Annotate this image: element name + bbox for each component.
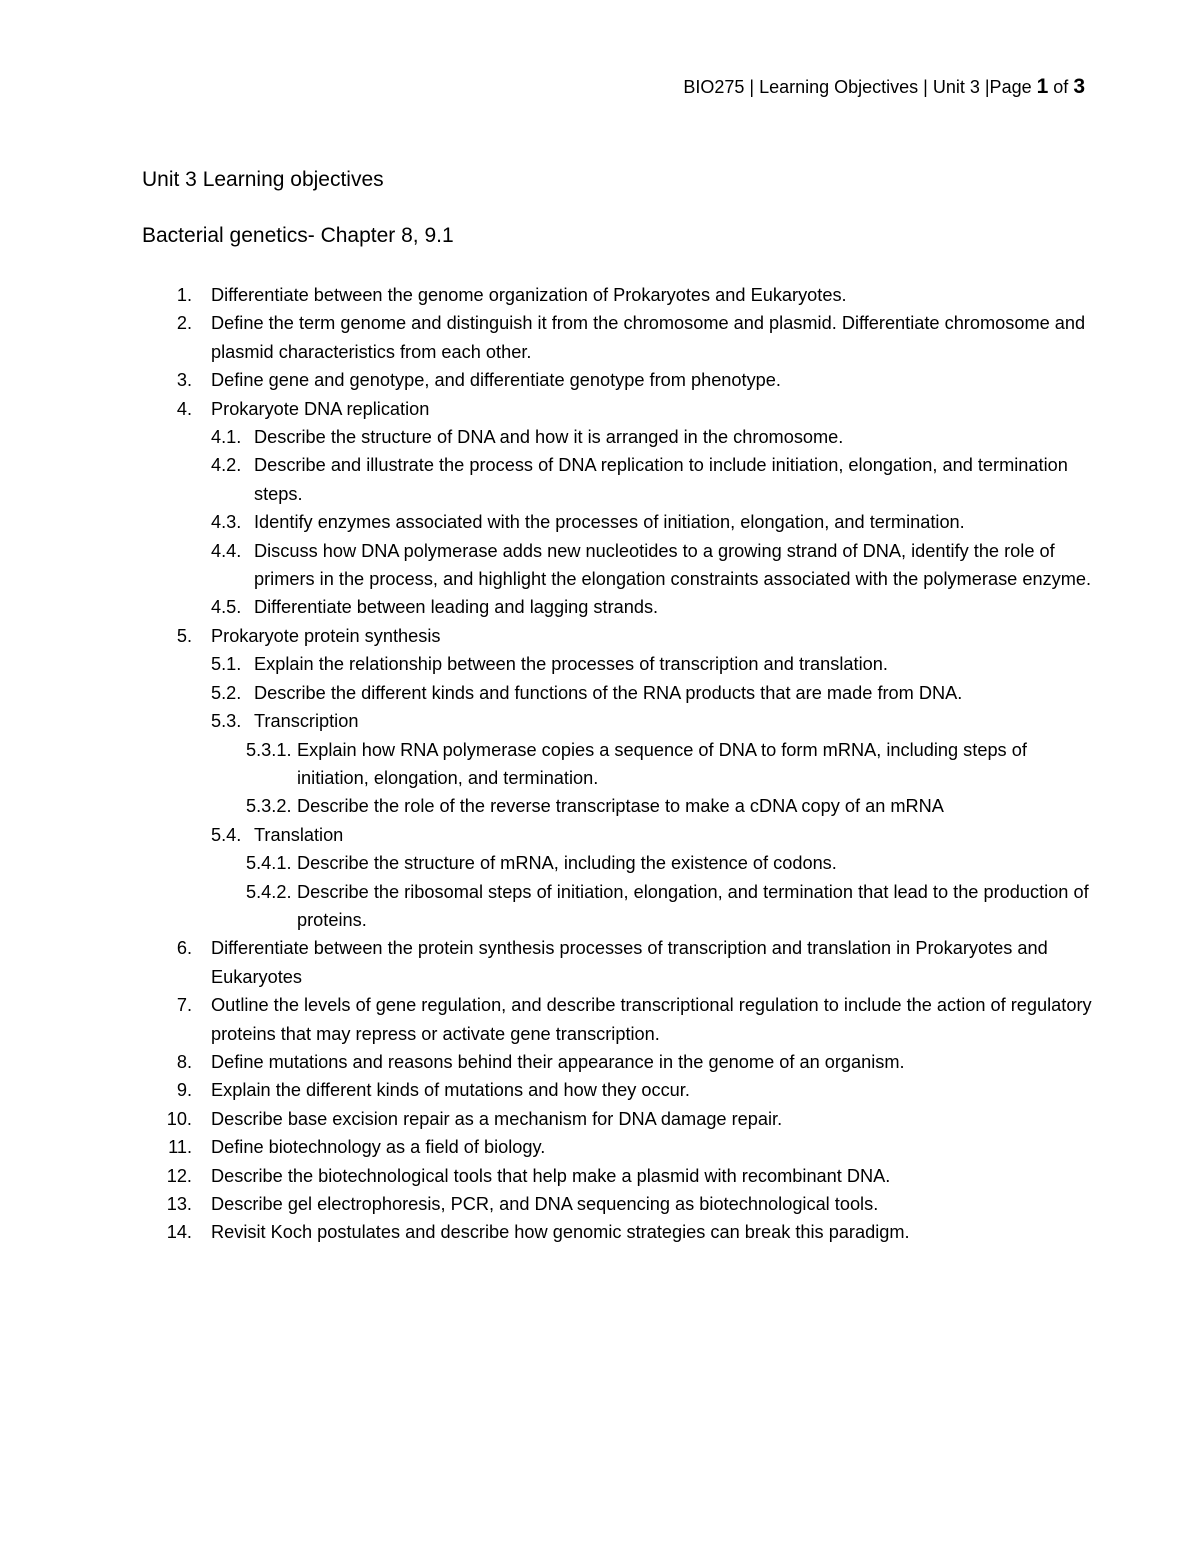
list-item: [142, 593, 1102, 621]
list-item: [142, 679, 1102, 707]
item-number: 8.: [176, 1051, 192, 1072]
item-number: 13.: [166, 1194, 192, 1214]
list-item: [142, 622, 1102, 650]
item-text: Revisit Koch postulates and describe how genomic strategies can break this paradigm.: [211, 1222, 910, 1243]
item-text: Describe the role of the reverse transcriptase to make a cDNA copy of an mRNA: [297, 796, 944, 817]
item-number: 11.: [168, 1137, 192, 1158]
item-text: Describe and illustrate the process of DNA replication to include initiation, elongation, and termination steps.: [254, 455, 1068, 504]
item-number: 14.: [166, 1222, 192, 1243]
item-number: 5.1.: [211, 654, 242, 675]
item-text: Transcription: [254, 711, 359, 732]
list-item: [142, 1133, 1102, 1161]
list-item: [142, 1105, 1102, 1133]
item-number: 5.3.1.: [246, 739, 292, 760]
list-item: [142, 1162, 1102, 1190]
header-text: BIO275 | Learning Objectives | Unit 3 |Page: [683, 77, 1037, 97]
list-item: [142, 1048, 1102, 1076]
page-header: [683, 75, 1085, 99]
list-item: [142, 707, 1102, 735]
objectives-list: [142, 281, 1102, 1247]
item-number: 4.5.: [211, 597, 242, 618]
item-text: Define the term genome and distinguish it from the chromosome and plasmid. Differentiate chromosome and plasmid characteristics from each other.: [211, 313, 1086, 362]
item-number: 4.1.: [211, 427, 242, 448]
list-item: [142, 650, 1102, 678]
item-number: 5.4.2.: [246, 881, 292, 902]
list-item: [142, 991, 1102, 1048]
item-text: Describe base excision repair as a mechanism for DNA damage repair.: [211, 1108, 783, 1129]
item-text: Differentiate between the protein synthesis processes of transcription and translation in Prokaryotes and Eukaryotes: [211, 938, 1048, 987]
item-number: 7.: [176, 995, 192, 1016]
item-text: Identify enzymes associated with the processes of initiation, elongation, and termination.: [254, 512, 965, 533]
list-item: [142, 1076, 1102, 1104]
list-item: [142, 934, 1102, 991]
list-item: [142, 309, 1102, 366]
item-text: Explain how RNA polymerase copies a sequence of DNA to form mRNA, including steps of initiation, elongation, and termination.: [297, 739, 1027, 788]
item-text: Describe gel electrophoresis, PCR, and DNA sequencing as biotechnological tools.: [211, 1194, 879, 1214]
item-text: Differentiate between the genome organization of Prokaryotes and Eukaryotes.: [211, 285, 847, 305]
item-number: 12.: [166, 1165, 192, 1186]
item-text: Explain the relationship between the processes of transcription and translation.: [254, 654, 888, 675]
item-text: Prokaryote DNA replication: [211, 398, 430, 419]
item-text: Describe the structure of mRNA, including the existence of codons.: [297, 853, 837, 874]
section-heading: Bacterial genetics- Chapter 8, 9.1: [142, 224, 454, 247]
list-item: [142, 736, 1102, 793]
list-item: [142, 537, 1102, 594]
item-text: Translation: [254, 824, 344, 845]
item-number: 5.3.: [211, 711, 242, 732]
item-text: Prokaryote protein synthesis: [211, 625, 441, 646]
list-item: [142, 1218, 1102, 1246]
item-text: Describe the structure of DNA and how it is arranged in the chromosome.: [254, 427, 844, 448]
item-number: 9.: [176, 1080, 192, 1101]
item-number: 4.3.: [211, 512, 242, 533]
list-item: [142, 451, 1102, 508]
list-item: [142, 395, 1102, 423]
list-item: [142, 878, 1102, 935]
list-item: [142, 423, 1102, 451]
list-item: [142, 508, 1102, 536]
list-item: [142, 281, 1102, 309]
list-item: [142, 821, 1102, 849]
item-number: 10.: [166, 1108, 192, 1129]
item-number: 5.: [176, 625, 192, 646]
item-text: Define mutations and reasons behind their appearance in the genome of an organism.: [211, 1051, 905, 1072]
item-number: 3.: [176, 370, 192, 391]
list-item: [142, 1190, 1102, 1218]
item-number: 5.2.: [211, 682, 242, 703]
item-text: Define biotechnology as a field of biology.: [211, 1137, 546, 1158]
list-item: [142, 366, 1102, 394]
item-number: 1.: [176, 285, 192, 305]
document-title: Unit 3 Learning objectives: [142, 168, 384, 191]
item-text: Outline the levels of gene regulation, and describe transcriptional regulation to include the action of regulatory proteins that may repress or activate gene transcription.: [211, 995, 1092, 1044]
item-number: 5.3.2.: [246, 796, 292, 817]
item-number: 5.4.1.: [246, 853, 292, 874]
list-item: [142, 849, 1102, 877]
item-number: 5.4.: [211, 824, 242, 845]
item-number: 6.: [176, 938, 192, 959]
item-number: 4.2.: [211, 455, 242, 476]
header-of: of: [1048, 77, 1074, 97]
item-text: Discuss how DNA polymerase adds new nucleotides to a growing strand of DNA, identify the role of primers in the process, and highlight the elongation constraints associated with the polymerase enzyme.: [254, 540, 1092, 590]
page-total: 3: [1073, 75, 1085, 98]
item-text: Describe the biotechnological tools that help make a plasmid with recombinant DNA.: [211, 1165, 891, 1186]
item-number: 4.4.: [211, 540, 242, 561]
item-number: 4.: [176, 398, 192, 419]
item-text: Describe the ribosomal steps of initiation, elongation, and termination that lead to the production of proteins.: [297, 881, 1089, 930]
item-text: Explain the different kinds of mutations and how they occur.: [211, 1080, 690, 1101]
item-text: Differentiate between leading and lagging strands.: [254, 597, 659, 618]
item-text: Describe the different kinds and functions of the RNA products that are made from DNA.: [254, 682, 963, 703]
item-number: 2.: [176, 313, 192, 334]
list-item: [142, 792, 1102, 820]
page-number: 1: [1036, 75, 1049, 98]
item-text: Define gene and genotype, and differentiate genotype from phenotype.: [211, 370, 781, 391]
